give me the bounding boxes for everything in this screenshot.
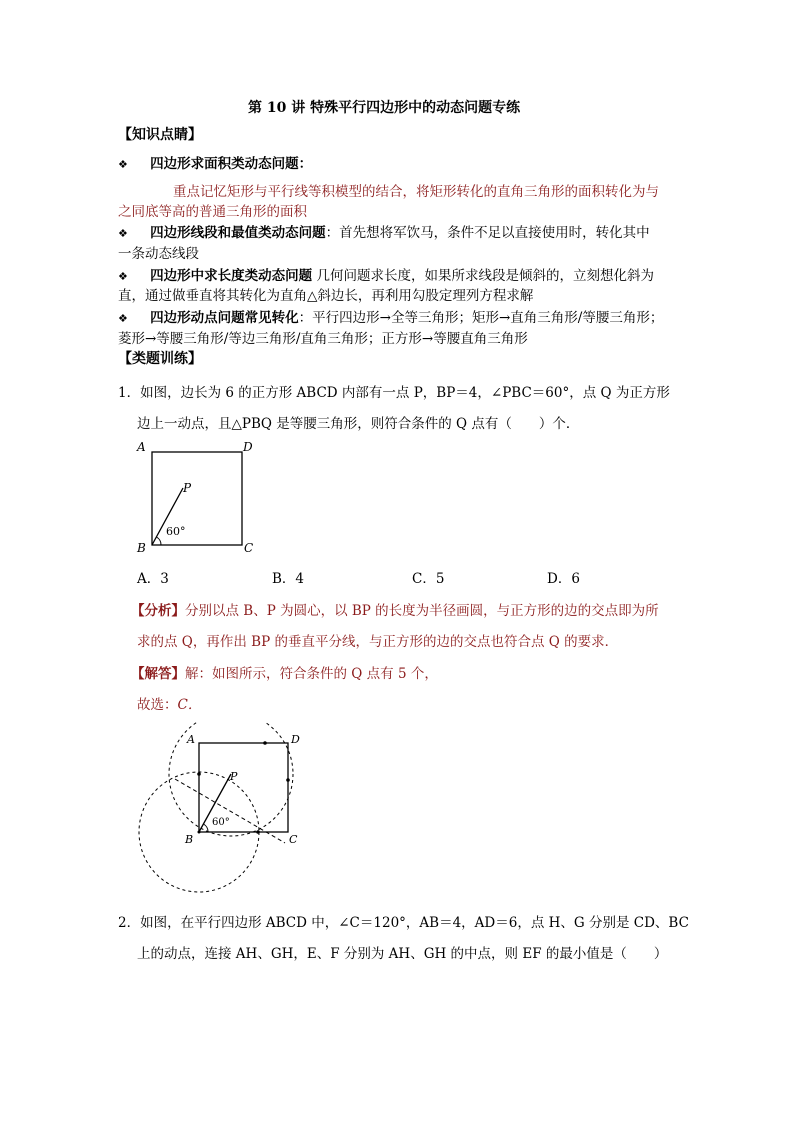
label-c: C [244, 541, 254, 555]
analysis-tag: 【分析】 [131, 603, 185, 619]
section-knowledge-heading: 【知识点睛】 [118, 127, 202, 143]
page-title: 第 10 讲 特殊平行四边形中的动态问题专练 [248, 100, 521, 116]
point-1-line2: 之同底等高的普通三角形的面积 [118, 204, 307, 220]
point-2 [118, 221, 650, 241]
label-p: P [183, 481, 192, 495]
bullet-diamond-icon: ❖ [118, 312, 128, 325]
q1-choose-line [137, 693, 201, 713]
angle-label: 60° [166, 525, 186, 538]
point-3-head: 四边形中求长度类动态问题 [150, 268, 313, 284]
q2-line1: 2．如图，在平行四边形 ABCD 中，∠C＝120°，AB＝4，AD＝6，点 H、G 分别是 CD、BC [118, 915, 689, 931]
analysis-text: 分别以点 B、P 为圆心，以 BP 的长度为半径画圆，与正方形的边的交点即为所 [185, 603, 659, 619]
label-c: C [289, 833, 298, 846]
choose-prefix: 故选： [137, 697, 178, 713]
angle-arc [157, 537, 162, 545]
label-a: A [137, 440, 146, 454]
q1-line2: 边上一动点，且△PBQ 是等腰三角形，则符合条件的 Q 点有（ ）个． [137, 416, 580, 432]
label-b: B [185, 833, 194, 846]
point-1-line1: 重点记忆矩形与平行线等积模型的结合，将矩形转化的直角三角形的面积转化为与 [173, 184, 659, 200]
angle-label: 60° [212, 817, 230, 828]
q1-solution-figure [130, 722, 310, 897]
label-d: D [291, 733, 300, 746]
bullet-diamond-icon: ❖ [118, 227, 128, 240]
point-q-marker [256, 830, 260, 834]
bullet-diamond-icon: ❖ [118, 270, 128, 283]
q1-analysis-line1 [131, 599, 659, 619]
point-2-line2: 一条动态线段 [118, 246, 199, 262]
q2-line2: 上的动点，连接 AH、GH，E、F 分别为 AH、GH 的中点，则 EF 的最小值是（ ） [137, 946, 668, 962]
label-d: D [243, 440, 253, 454]
point-b-marker [198, 831, 201, 834]
label-p: P [230, 770, 238, 783]
point-4-line1: ：平行四边形→全等三角形；矩形→直角三角形/等腰三角形； [298, 310, 664, 326]
point-4-head: 四边形动点问题常见转化 [150, 310, 299, 326]
point-4-line2: 菱形→等腰三角形/等边三角形/直角三角形；正方形→等腰直角三角形 [118, 331, 528, 347]
q1-option-b: B．4 [272, 571, 305, 587]
point-2-line1: ：首先想将军饮马，条件不足以直接使用时，转化其中 [325, 225, 650, 241]
q1-answer-line [131, 662, 438, 682]
q1-option-c: C．5 [412, 571, 445, 587]
q1-figure [130, 436, 270, 558]
label-b: B [137, 541, 146, 555]
point-2-head: 四边形线段和最值类动态问题 [150, 225, 326, 241]
answer-tag: 【解答】 [131, 666, 185, 682]
point-q-marker [286, 778, 290, 782]
choose-value: C． [177, 697, 202, 713]
q1-line1: 1．如图，边长为 6 的正方形 ABCD 内部有一点 P，BP＝4，∠PBC＝60°，点 Q 为正方形 [118, 385, 670, 401]
section-practice-heading: 【类题训练】 [118, 351, 202, 367]
point-3 [118, 264, 654, 284]
answer-text: 解：如图所示，符合条件的 Q 点有 5 个， [185, 666, 438, 682]
q1-option-d: D．6 [547, 571, 580, 587]
point-3-line1: 几何问题求长度，如果所求线段是倾斜的，立刻想化斜为 [312, 268, 654, 284]
point-1-head: 四边形求面积类动态问题： [150, 156, 313, 172]
point-1 [118, 152, 312, 172]
point-4 [118, 306, 663, 326]
label-a: A [187, 733, 195, 746]
bullet-diamond-icon: ❖ [118, 158, 128, 171]
point-q-marker [263, 741, 267, 745]
q1-analysis-line2: 求的点 Q，再作出 BP 的垂直平分线，与正方形的边的交点也符合点 Q 的要求． [137, 634, 619, 650]
q1-option-a: A．3 [137, 571, 169, 587]
point-3-line2: 直，通过做垂直将其转化为直角△斜边长，再利用勾股定理列方程求解 [118, 288, 534, 304]
point-q-marker [197, 772, 201, 776]
